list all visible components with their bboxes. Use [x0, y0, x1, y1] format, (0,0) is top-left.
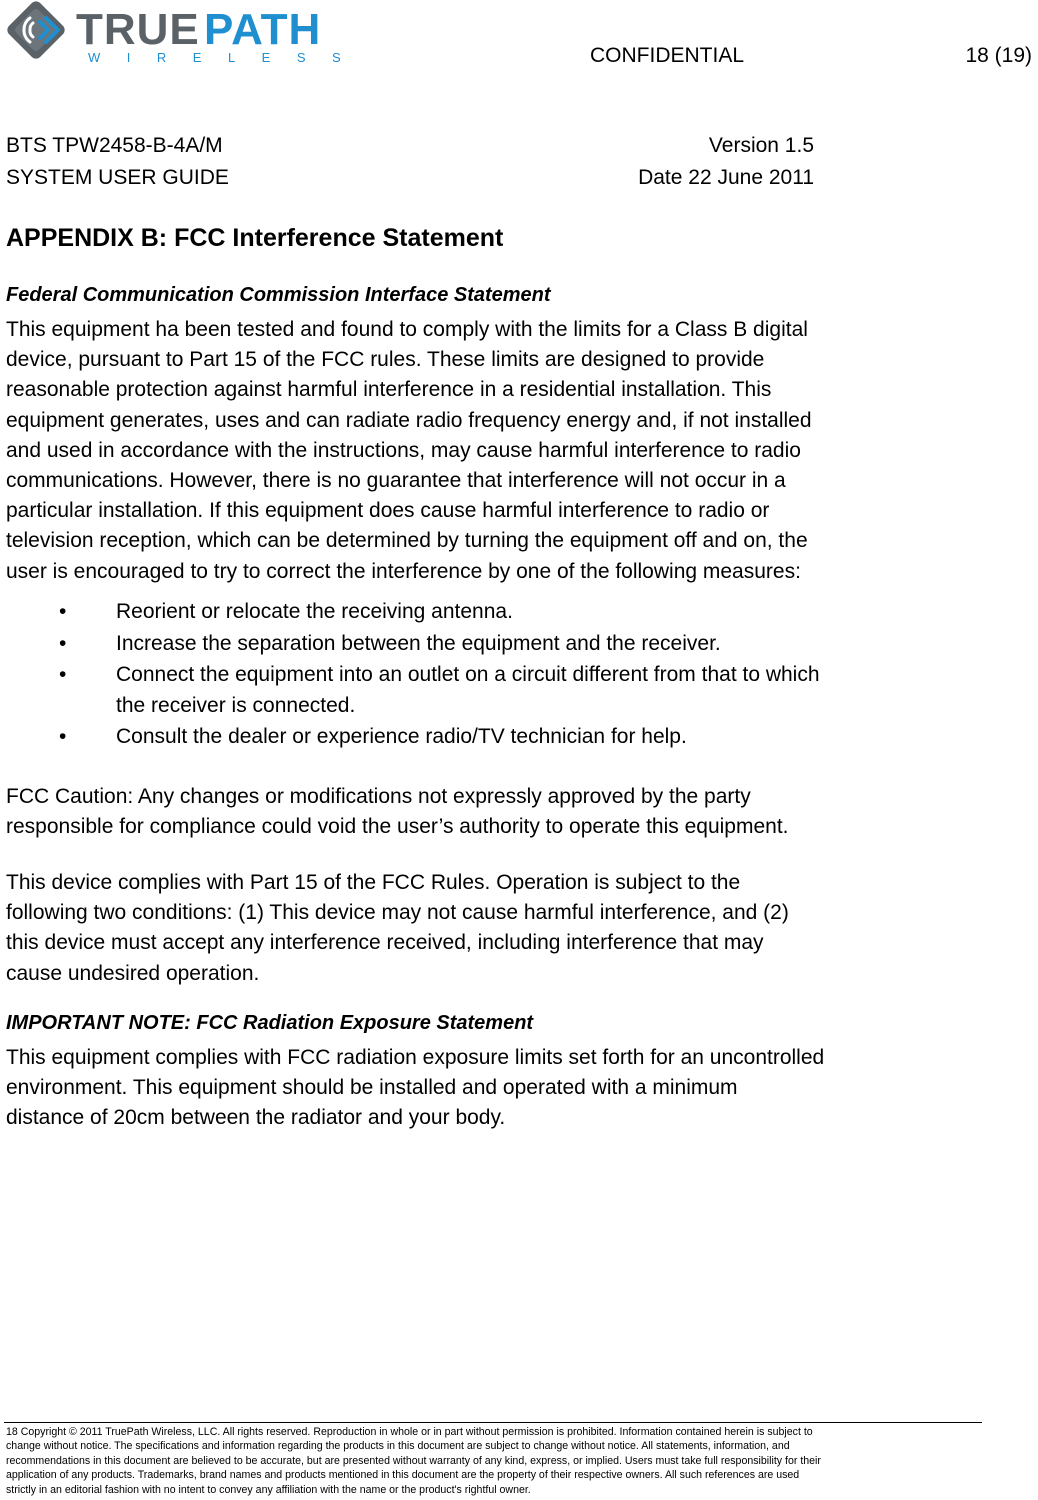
paragraph-line: following two conditions: (1) This device may not cause harmful interference, and (2): [6, 901, 789, 925]
paragraph-line: equipment generates, uses and can radiate radio frequency energy and, if not installed: [6, 408, 812, 432]
appendix-title: APPENDIX B: FCC Interference Statement: [6, 224, 504, 252]
radiation-exposure-paragraph: [6, 1043, 996, 1134]
list-item: [0, 597, 1000, 627]
paragraph-line: This equipment complies with FCC radiation exposure limits set forth for an uncontrolled: [6, 1046, 825, 1069]
footer-line: recommendations in this document are believed to be accurate, but are presented without warranty of any kind, express, or implied. Users must take full responsibility for their: [6, 1454, 821, 1467]
paragraph-line: distance of 20cm between the radiator and your body.: [6, 1106, 506, 1130]
paragraph-line: device, pursuant to Part 15 of the FCC rules. These limits are designed to provide: [6, 348, 765, 372]
document-version: Version 1.5: [708, 134, 814, 157]
bullet-dot: •: [59, 631, 67, 655]
paragraph-line: particular installation. If this equipment does cause harmful interference to radio or: [6, 499, 770, 523]
paragraph-line: reasonable protection against harmful interference in a residential installation. This: [6, 378, 772, 402]
list-item: [0, 629, 1000, 659]
paragraph-line: responsible for compliance could void the user’s authority to operate this equipment.: [6, 815, 789, 839]
paragraph-line: this device must accept any interference received, including interference that may: [6, 931, 764, 955]
measures-list: [0, 597, 1000, 754]
paragraph-line: environment. This equipment should be installed and operated with a minimum: [6, 1076, 738, 1100]
bullet-dot: •: [59, 725, 67, 749]
footer-line: application of any products. Trademarks, brand names and products mentioned in this document are the property of their respective owners. All such references are used: [6, 1469, 800, 1482]
document-date: Date 22 June 2011: [638, 166, 814, 189]
paragraph-line: This device complies with Part 15 of the FCC Rules. Operation is subject to the: [6, 871, 741, 894]
list-item-text: Connect the equipment into an outlet on a circuit different from that to which: [116, 663, 820, 687]
list-item: [0, 660, 1000, 720]
fcc-caution-paragraph: [6, 782, 996, 842]
logo-tagline: WIRELESS: [88, 50, 360, 65]
page-indicator: 18 (19): [965, 44, 1032, 67]
paragraph-line: television reception, which can be determined by turning the equipment off and on, the: [6, 529, 808, 553]
paragraph-line: communications. However, there is no guarantee that interference will not occur in a: [6, 469, 786, 493]
logo-wordmark-path: PATH: [204, 5, 322, 54]
list-item-text: Increase the separation between the equipment and the receiver.: [116, 631, 721, 655]
section-heading-radiation: IMPORTANT NOTE: FCC Radiation Exposure Statement: [6, 1012, 534, 1034]
footer-divider: [4, 1422, 982, 1423]
copyright-footer: [6, 1425, 986, 1497]
section-heading-interference: Federal Communication Commission Interface Statement: [6, 284, 551, 306]
paragraph-line: FCC Caution: Any changes or modifications not expressly approved by the party: [6, 785, 751, 808]
document-id: BTS TPW2458-B-4A/M: [6, 134, 223, 157]
interference-paragraph: [6, 315, 996, 587]
part15-compliance-paragraph: [6, 868, 996, 989]
bullet-dot: •: [59, 600, 67, 623]
logo-graphic: [4, 0, 360, 76]
bullet-dot: •: [59, 663, 67, 687]
footer-line: strictly in an editorial fashion with no intent to convey any affiliation with the name or the product's rightful owner.: [6, 1483, 531, 1496]
paragraph-line: and used in accordance with the instructions, may cause harmful interference to radio: [6, 438, 801, 462]
truepath-wireless-logo: [4, 0, 360, 76]
paragraph-line: This equipment ha been tested and found to comply with the limits for a Class B digital: [6, 318, 808, 341]
list-item: [0, 722, 1000, 752]
paragraph-line: user is encouraged to try to correct the interference by one of the following measures:: [6, 559, 801, 583]
confidential-label: CONFIDENTIAL: [590, 44, 745, 67]
list-item-text: Reorient or relocate the receiving antenna.: [116, 600, 513, 623]
list-item-text: the receiver is connected.: [116, 693, 356, 717]
document-type: SYSTEM USER GUIDE: [6, 166, 229, 189]
paragraph-line: cause undesired operation.: [6, 961, 260, 985]
footer-line: change without notice. The specifications and information regarding the products in this document are subject to change without notice. All statements, information, and: [6, 1440, 790, 1453]
logo-wordmark-true: TRUE: [76, 5, 200, 54]
footer-line: 18 Copyright © 2011 TruePath Wireless, LLC. All rights reserved. Reproduction in whole or in part without permission is prohibited. Information contained herein is subject to: [6, 1426, 813, 1438]
logo-emblem: [5, 0, 67, 61]
list-item-text: Consult the dealer or experience radio/TV technician for help.: [116, 725, 687, 749]
